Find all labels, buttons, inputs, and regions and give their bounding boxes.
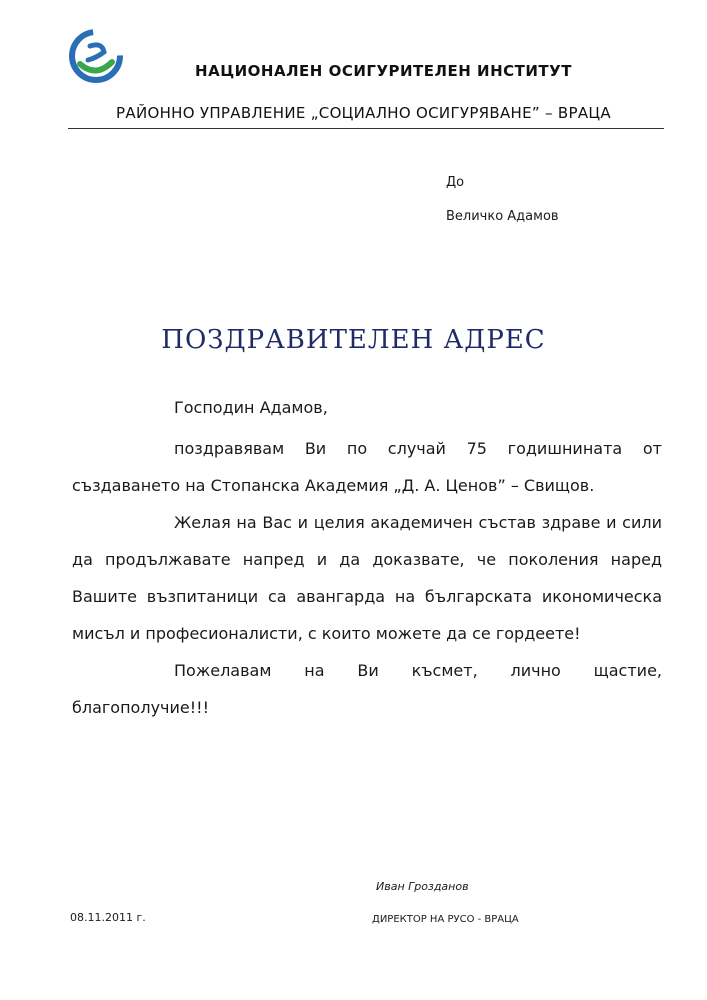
paragraph-3: Пожелавам на Ви късмет, лично щастие, благополучие!!!: [72, 661, 662, 717]
institute-name: НАЦИОНАЛЕН ОСИГУРИТЕЛЕН ИНСТИТУТ: [195, 62, 572, 80]
document-title: ПОЗДРАВИТЕЛЕН АДРЕС: [161, 325, 546, 355]
recipient-name: Величко Адамов: [446, 209, 559, 224]
division-name: РАЙОННО УПРАВЛЕНИЕ „СОЦИАЛНО ОСИГУРЯВАНЕ” – ВРАЦА: [116, 104, 611, 122]
document-date: 08.11.2011 г.: [70, 911, 146, 924]
signatory-title: ДИРЕКТОР НА РУСО - ВРАЦА: [372, 914, 519, 925]
header-divider: [68, 128, 664, 129]
letter-body: [72, 430, 662, 726]
paragraph-2: Желая на Вас и целия академичен състав здраве и сили да продължавате напред и да доказвате, че поколения наред Вашите възпитаници са авангарда на българската икономическа мисъл и професионалисти, с които можете да се гордеете!: [72, 513, 662, 643]
salutation: Господин Адамов,: [174, 398, 328, 417]
to-label: До: [446, 175, 465, 190]
paragraph-1: поздравявам Ви по случай 75 годишнината от създаването на Стопанска Академия „Д. А. Ценов” – Свищов.: [72, 439, 662, 495]
signatory-name: Иван Грозданов: [376, 880, 469, 893]
